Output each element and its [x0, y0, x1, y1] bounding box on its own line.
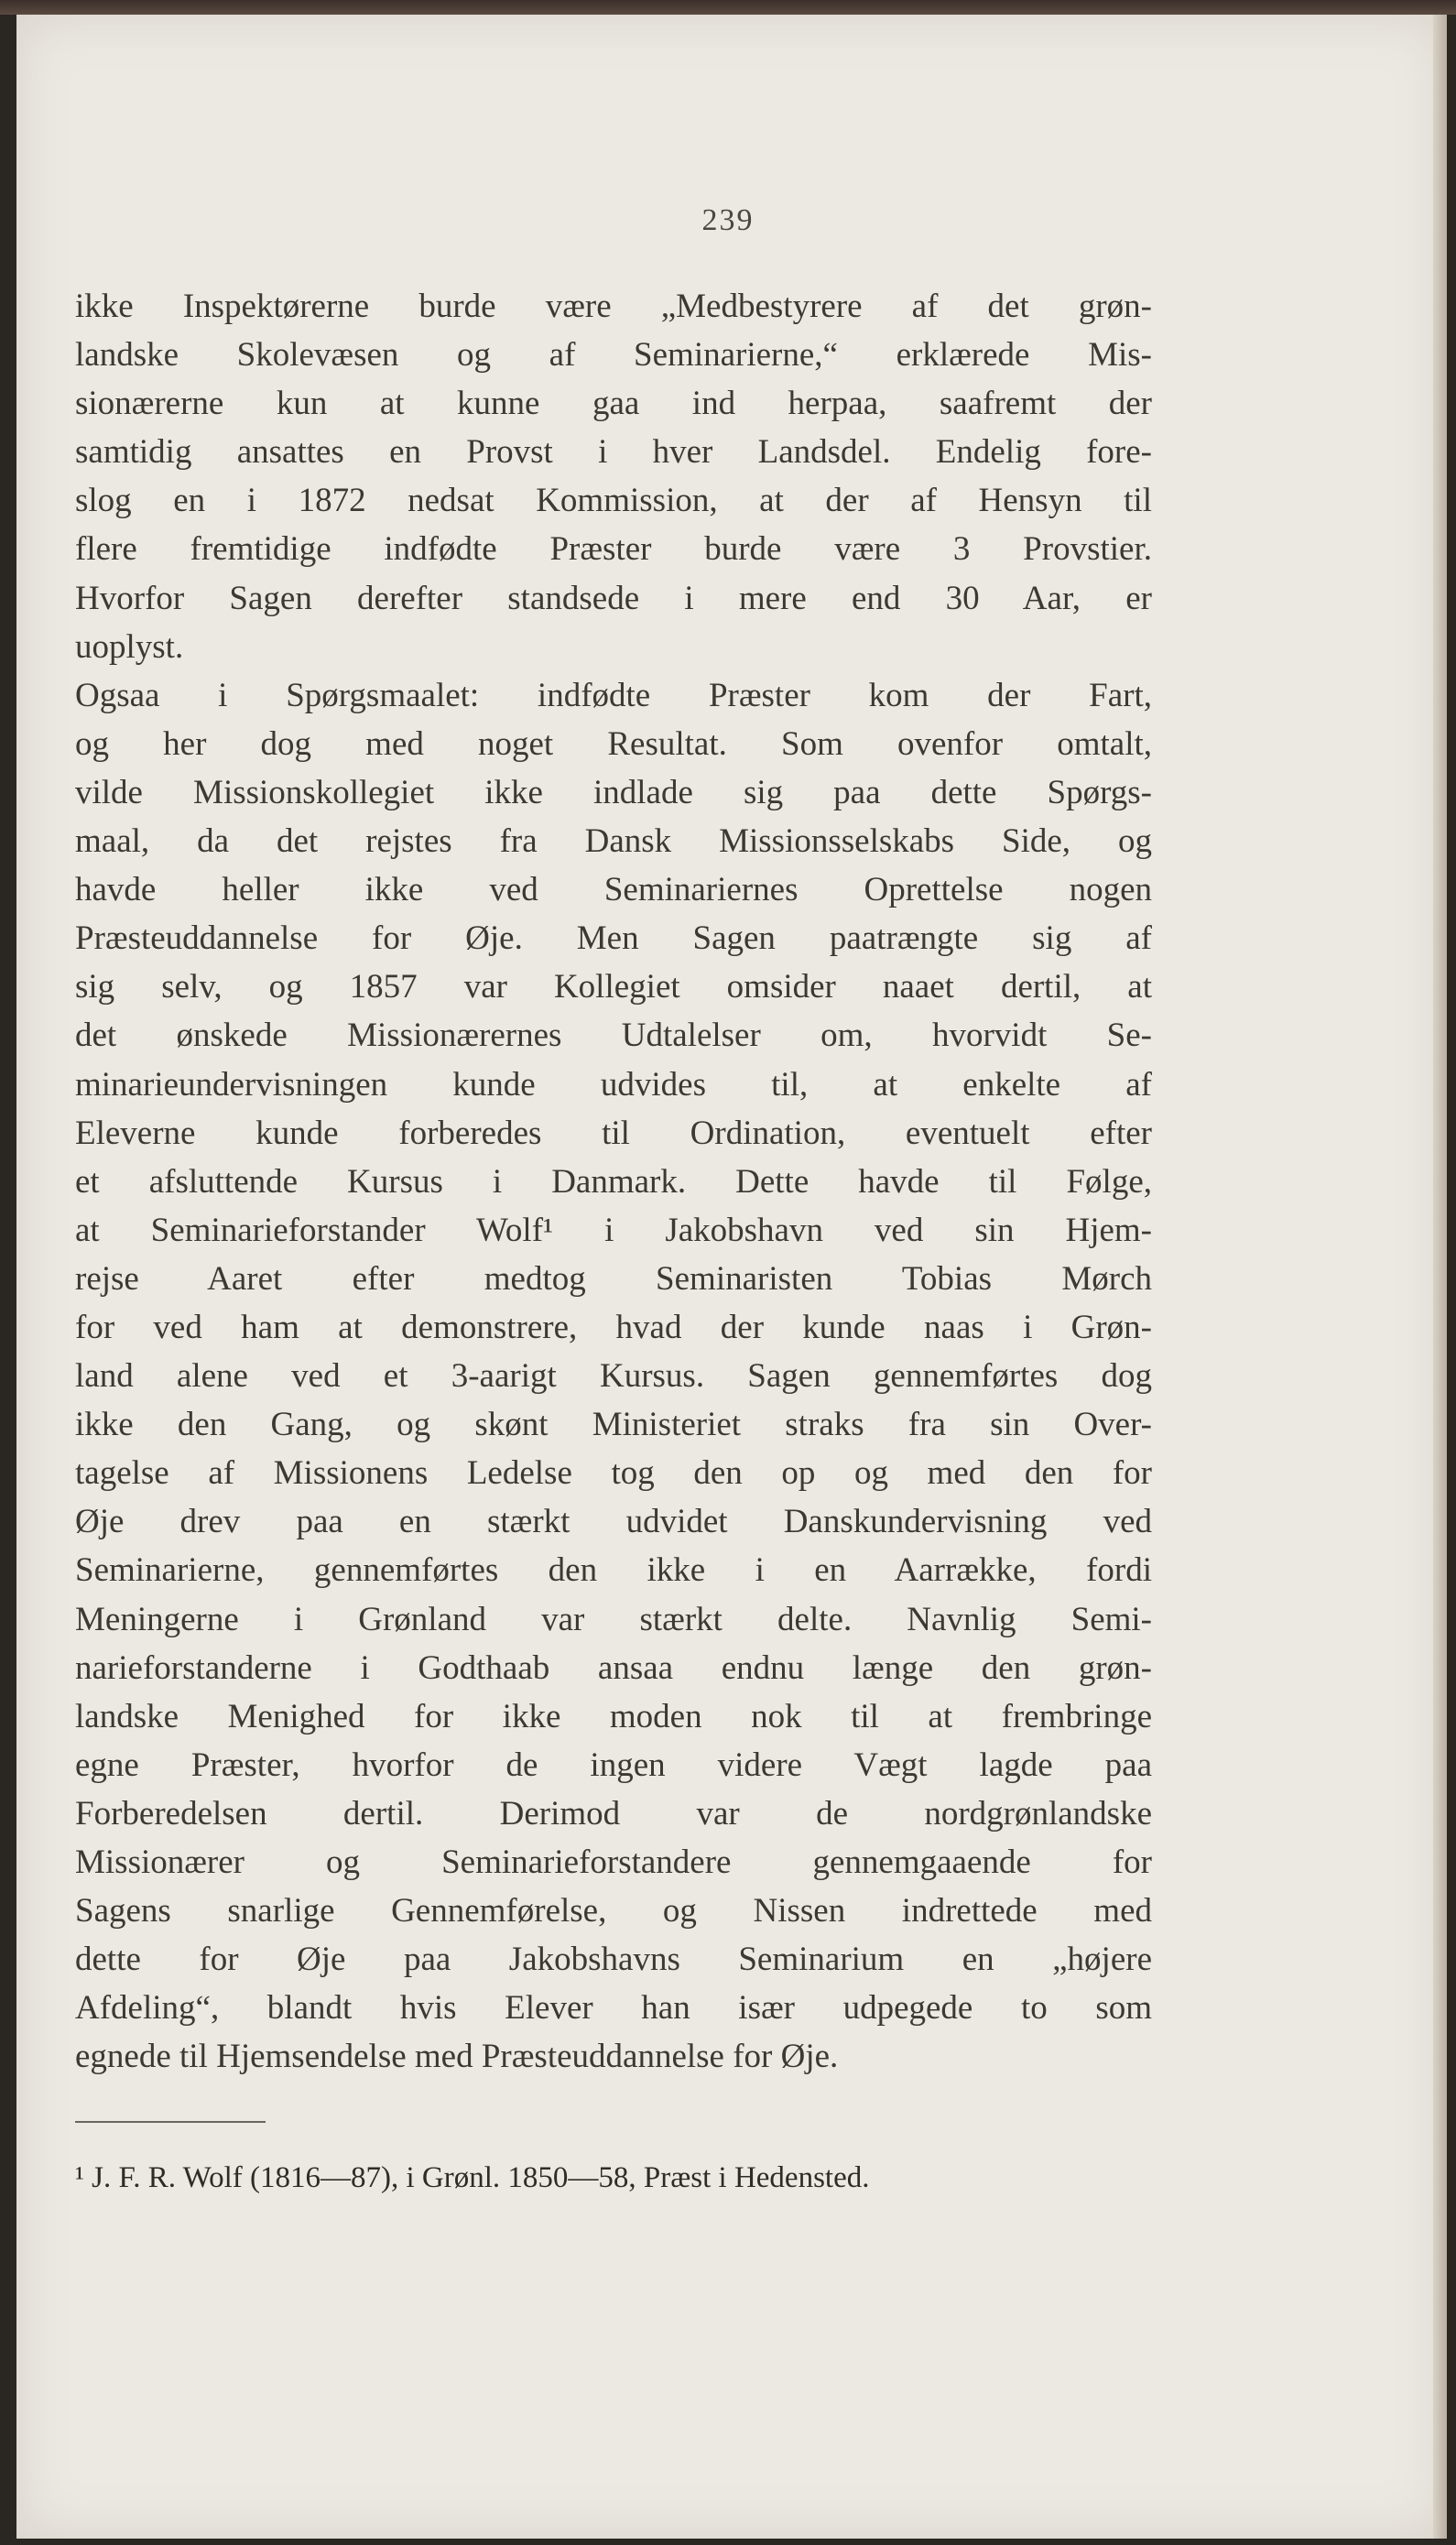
footnote: ¹ J. F. R. Wolf (1816—87), i Grønl. 1850—58, Præst i Hedensted. [75, 2161, 870, 2194]
text-line: Præsteuddannelse for Øje. Men Sagen paatrængte sig af [75, 919, 1152, 958]
body-text [75, 282, 1152, 2081]
text-line: Ogsaa i Spørgsmaalet: indfødte Præster kom der Fart, [75, 676, 1152, 714]
text-line: Eleverne kunde forberedes til Ordination, eventuelt efter [75, 1114, 1152, 1152]
text-line: maal, da det rejstes fra Dansk Missionsselskabs Side, og [75, 822, 1152, 861]
text-line: og her dog med noget Resultat. Som ovenfor omtalt, [75, 724, 1152, 763]
text-line: landske Skolevæsen og af Seminarierne,“ erklærede Mis- [75, 336, 1152, 375]
text-line: narieforstanderne i Godthaab ansaa endnu længe den grøn- [75, 1648, 1152, 1687]
text-line: samtidig ansattes en Provst i hver Landsdel. Endelig fore- [75, 433, 1152, 472]
text-line: dette for Øje paa Jakobshavns Seminarium en „højere [75, 1941, 1152, 1979]
footnote-rule [75, 2121, 266, 2123]
text-line: sionærerne kun at kunne gaa ind herpaa, saafremt der [75, 385, 1152, 423]
text-line: at Seminarieforstander Wolf¹ i Jakobshavn ved sin Hjem- [75, 1211, 1152, 1249]
text-line: egne Præster, hvorfor de ingen videre Vægt lagde paa [75, 1746, 1152, 1784]
text-line: rejse Aaret efter medtog Seminaristen Tobias Mørch [75, 1259, 1152, 1298]
text-line: flere fremtidige indfødte Præster burde være 3 Provstier. [75, 530, 1152, 569]
text-line: slog en i 1872 nedsat Kommission, at der af Hensyn til [75, 482, 1152, 520]
text-line: for ved ham at demonstrere, hvad der kunde naas i Grøn- [75, 1308, 1152, 1346]
text-line: et afsluttende Kursus i Danmark. Dette havde til Følge, [75, 1162, 1152, 1201]
text-line: Meningerne i Grønland var stærkt delte. Navnlig Semi- [75, 1600, 1152, 1638]
text-line: Hvorfor Sagen derefter standsede i mere end 30 Aar, er [75, 579, 1152, 617]
text-line: havde heller ikke ved Seminariernes Oprettelse nogen [75, 871, 1152, 909]
page-number: 239 [701, 203, 755, 237]
text-line: ikke Inspektørerne burde være „Medbestyrere af det grøn- [75, 288, 1152, 325]
text-line: Seminarierne, gennemførtes den ikke i en Aarrække, fordi [75, 1551, 1152, 1590]
text-line: sig selv, og 1857 var Kollegiet omsider naaet dertil, at [75, 968, 1152, 1006]
text-line: uoplyst. [75, 627, 184, 666]
text-line: Øje drev paa en stærkt udvidet Danskundervisning ved [75, 1503, 1152, 1541]
text-line: ikke den Gang, og skønt Ministeriet straks fra sin Over- [75, 1406, 1152, 1444]
scan-top-edge [0, 0, 1456, 15]
text-line: Forberedelsen dertil. Derimod var de nordgrønlandske [75, 1794, 1152, 1833]
text-line: tagelse af Missionens Ledelse tog den op og med den for [75, 1454, 1152, 1493]
text-line: land alene ved et 3-aarigt Kursus. Sagen gennemførtes dog [75, 1357, 1152, 1396]
text-line: minarieundervisningen kunde udvides til, at enkelte af [75, 1065, 1152, 1104]
text-line: vilde Missionskollegiet ikke indlade sig paa dette Spørgs- [75, 773, 1152, 811]
text-line: Afdeling“, blandt hvis Elever han især udpegede to som [75, 1989, 1152, 2028]
page-right-edge [1433, 15, 1447, 2539]
text-line: egnede til Hjemsendelse med Præsteuddannelse for Øje. [75, 2038, 839, 2076]
text-line: det ønskede Missionærernes Udtalelser om, hvorvidt Se- [75, 1017, 1152, 1055]
text-line: Sagens snarlige Gennemførelse, og Nissen indrettede med [75, 1892, 1152, 1931]
text-line: landske Menighed for ikke moden nok til at frembringe [75, 1697, 1152, 1735]
text-line: Missionærer og Seminarieforstandere gennemgaaende for [75, 1843, 1152, 1881]
